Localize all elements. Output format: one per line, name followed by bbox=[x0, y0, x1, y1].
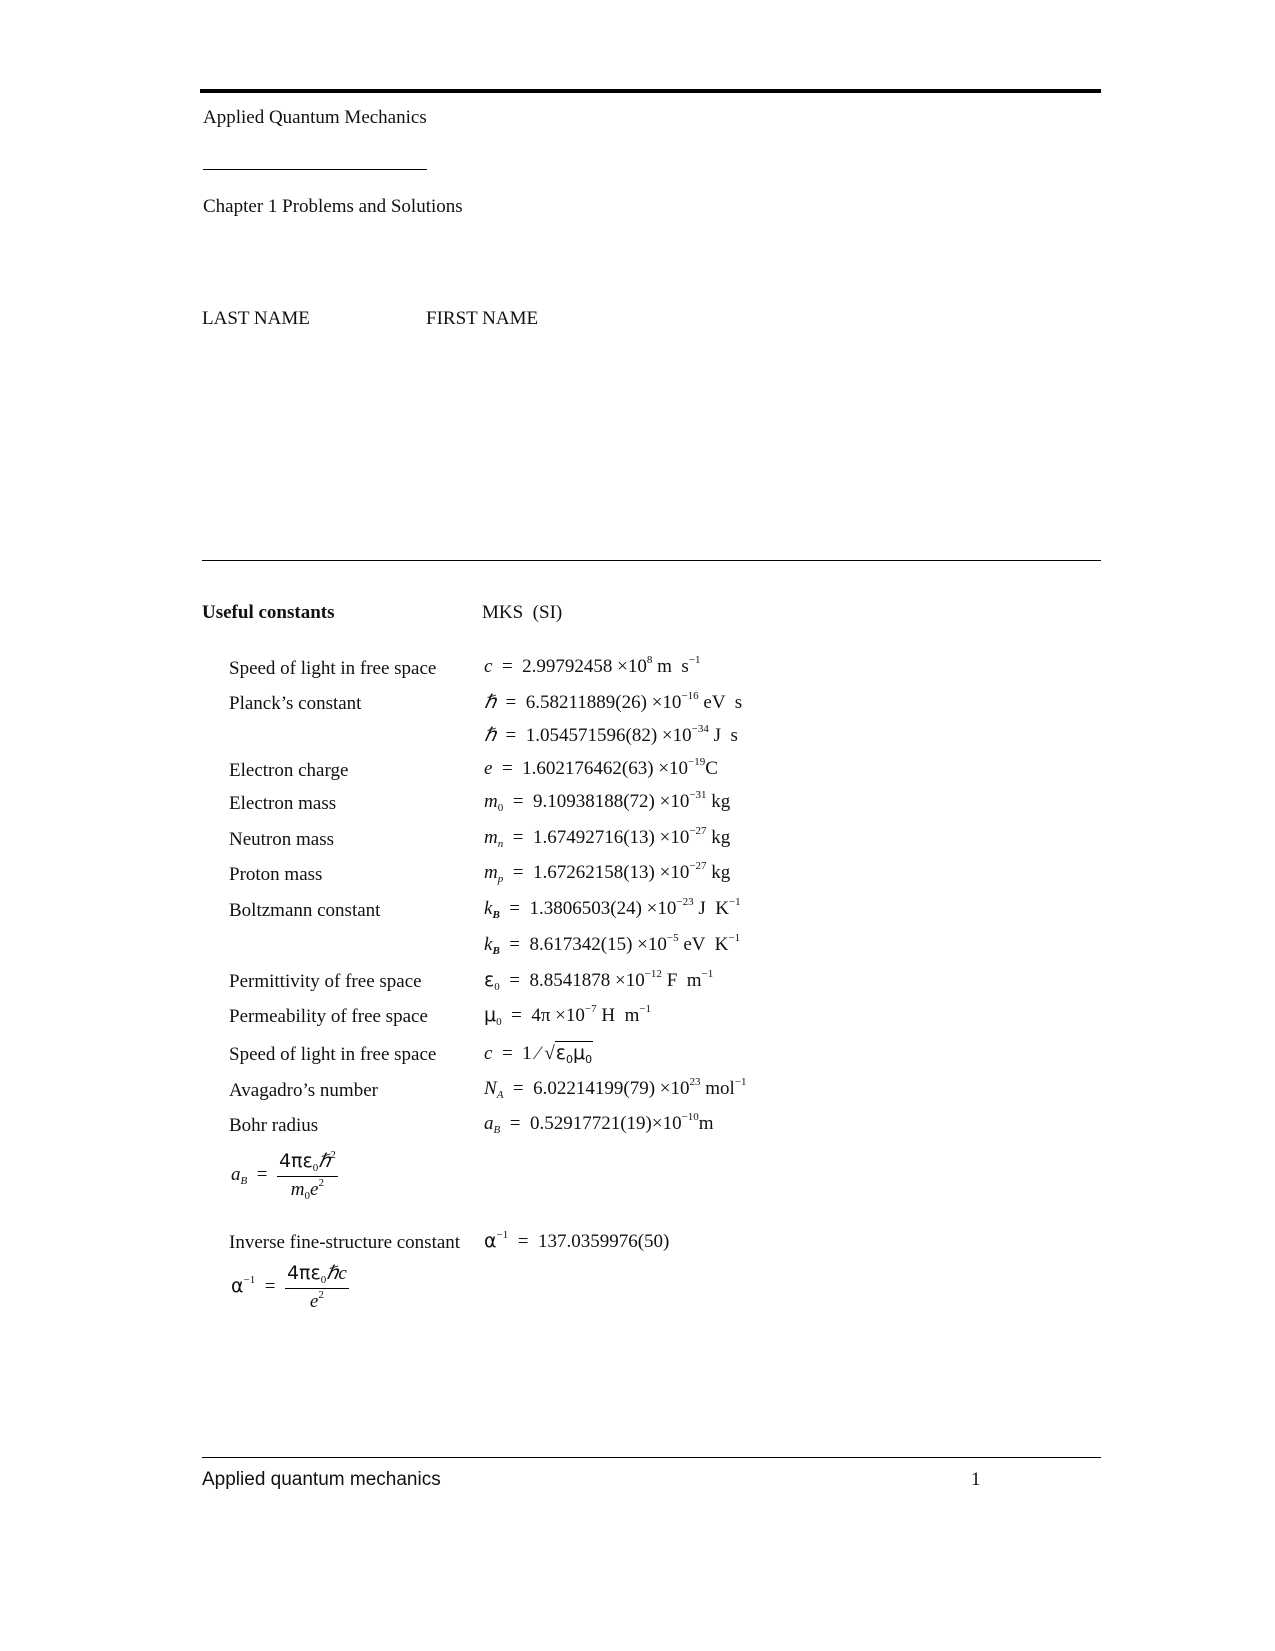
constant-value: 1.602176462(63) bbox=[522, 758, 654, 779]
unit-exponent: −1 bbox=[639, 1003, 652, 1015]
constant-value: 1.67262158(13) bbox=[532, 862, 655, 883]
footer-title: Applied quantum mechanics bbox=[202, 1469, 441, 1490]
constant-label: Avagadro’s number bbox=[229, 1080, 378, 1101]
constant-symbol: N bbox=[484, 1078, 497, 1099]
constant-value: 8.8541878 bbox=[529, 970, 611, 991]
constant-unit: C bbox=[705, 758, 718, 779]
constant-unit: kg bbox=[711, 827, 731, 848]
constant-unit: m bbox=[698, 1113, 714, 1134]
constant-label: Boltzmann constant bbox=[229, 900, 381, 921]
symbol-subscript: n bbox=[497, 838, 504, 850]
constant-symbol: c bbox=[484, 1043, 493, 1064]
bohr-radius-formula: $a_B$ = $\frac{4\pi\varepsilon_0\hbar^2}{m_0e^2}$ bbox=[231, 1149, 336, 1202]
constant-value: 4π bbox=[531, 1005, 551, 1026]
constant-equation: $m_0 = 9.10938188(72) \times 10^{-31}$ kg bbox=[484, 789, 731, 814]
fraction bbox=[285, 1262, 349, 1313]
constant-exponent: −31 bbox=[689, 789, 707, 801]
constant-unit: kg bbox=[711, 791, 731, 812]
constant-equation: $k_B = 8.617342(15) \times 10^{-5}$ eV $K^{-1}$ bbox=[484, 932, 741, 957]
symbol-subscript: 0 bbox=[497, 802, 504, 814]
formula-lhs-exp: −1 bbox=[243, 1273, 256, 1286]
title-underline bbox=[203, 169, 427, 170]
formula-lhs: a bbox=[231, 1163, 241, 1185]
book-title: Applied Quantum Mechanics bbox=[203, 107, 427, 128]
symbol-subscript: B bbox=[493, 1124, 501, 1136]
constant-symbol: α bbox=[484, 1230, 497, 1252]
constant-equation: $N_A = 6.02214199(79) \times 10^{23}$ mol$^{-1}$ bbox=[484, 1076, 747, 1101]
constant-exponent: −7 bbox=[584, 1003, 597, 1015]
symbol-subscript: B bbox=[492, 945, 500, 957]
constant-equation: $m_n = 1.67492716(13) \times 10^{-27}$ kg bbox=[484, 825, 731, 850]
constant-symbol: k bbox=[484, 934, 493, 955]
constant-label: Electron charge bbox=[229, 760, 349, 781]
fraction-denominator: $m_0e^2$ bbox=[290, 1177, 324, 1202]
constant-value: 1.054571596(82) bbox=[525, 725, 658, 746]
chapter-title: Chapter 1 Problems and Solutions bbox=[203, 196, 463, 217]
constant-exponent: 23 bbox=[689, 1076, 701, 1088]
constant-equation: c = 1 ⁄ $√\varepsilon_0\mu_0$ bbox=[484, 1042, 593, 1066]
constant-label: Bohr radius bbox=[229, 1115, 319, 1136]
symbol-exponent: −1 bbox=[496, 1229, 509, 1241]
constant-exponent: −27 bbox=[689, 860, 707, 872]
constant-symbol: ℏ bbox=[484, 725, 497, 746]
constant-symbol: ℏ bbox=[484, 692, 497, 713]
symbol-subscript: A bbox=[496, 1089, 504, 1101]
constant-value-expression: 1 ⁄ $√\varepsilon_0\mu_0$ bbox=[522, 1042, 593, 1066]
constant-equation: $k_B = 1.3806503(24) \times 10^{-23}$ J $K^{-1}$ bbox=[484, 896, 741, 921]
constant-unit: m s bbox=[657, 656, 689, 677]
constant-value: 137.0359976(50) bbox=[537, 1231, 670, 1252]
fraction-numerator: $4\pi\varepsilon_0\hbar c$ bbox=[285, 1262, 349, 1289]
constant-symbol: μ bbox=[484, 1004, 497, 1026]
constant-exponent: −5 bbox=[666, 932, 679, 944]
constant-value: 9.10938188(72) bbox=[532, 791, 655, 812]
constant-equation: $c = 2.99792458 \times 10^8$ m $s^{-1}$ bbox=[484, 654, 701, 677]
constant-equation: $\varepsilon_0 = 8.8541878 \times 10^{-12}$ F $m^{-1}$ bbox=[484, 968, 714, 993]
unit-exponent: −1 bbox=[728, 932, 741, 944]
constant-unit: eV K bbox=[683, 934, 729, 955]
fraction bbox=[277, 1150, 338, 1201]
symbol-subscript: p bbox=[497, 873, 504, 885]
constant-symbol: ε bbox=[484, 969, 495, 991]
constant-label: Permittivity of free space bbox=[229, 971, 422, 992]
constant-label: Speed of light in free space bbox=[229, 658, 437, 679]
constant-label: Speed of light in free space bbox=[229, 1044, 437, 1065]
unit-exponent: −1 bbox=[734, 1076, 747, 1088]
constant-exponent: −19 bbox=[688, 756, 706, 768]
constant-label: Inverse fine-structure constant bbox=[229, 1232, 461, 1253]
unit-exponent: −1 bbox=[701, 968, 714, 980]
symbol-subscript: B bbox=[492, 909, 500, 921]
constant-equation: $e = 1.602176462(63) \times 10^{-19}C$ bbox=[484, 756, 718, 779]
constant-equation: ℏ = $6.58211889(26) \times 10^{-16}$ eV s bbox=[484, 690, 743, 713]
constants-heading: Useful constants bbox=[202, 602, 335, 623]
constant-label: Planck’s constant bbox=[229, 693, 362, 714]
constant-unit: F m bbox=[666, 970, 702, 991]
constant-value: 6.02214199(79) bbox=[533, 1078, 656, 1099]
constant-equation: $a_B = 0.52917721(19)\times 10^{-10}m$ bbox=[484, 1111, 714, 1136]
unit-exponent: −1 bbox=[688, 654, 701, 666]
constant-exponent: −12 bbox=[644, 968, 662, 980]
constant-label: Electron mass bbox=[229, 793, 337, 814]
constant-equation: $m_p = 1.67262158(13) \times 10^{-27}$ kg bbox=[484, 860, 731, 885]
symbol-subscript: 0 bbox=[494, 981, 500, 993]
constant-value: 8.617342(15) bbox=[529, 934, 633, 955]
constant-equation: $\alpha^{-1} = 137.0359976(50)$ bbox=[484, 1229, 670, 1252]
constant-exponent: −10 bbox=[681, 1111, 699, 1123]
unit-exponent: −1 bbox=[728, 896, 741, 908]
constant-exponent: −34 bbox=[691, 723, 709, 735]
fraction-numerator: $4\pi\varepsilon_0\hbar^2$ bbox=[277, 1150, 338, 1177]
constant-unit: J K bbox=[698, 898, 729, 919]
units-heading: MKS (SI) bbox=[482, 602, 563, 623]
constant-symbol: m bbox=[484, 827, 498, 848]
constant-symbol: e bbox=[484, 758, 493, 779]
constant-label: Neutron mass bbox=[229, 829, 335, 850]
page-number: 1 bbox=[971, 1469, 981, 1490]
constant-equation: $\mu_0 = 4\pi \times 10^{-7}$ H $m^{-1}$ bbox=[484, 1003, 652, 1028]
constant-symbol: k bbox=[484, 898, 493, 919]
footer-rule bbox=[202, 1457, 1101, 1458]
last-name-label: LAST NAME bbox=[202, 308, 310, 329]
constant-unit: eV s bbox=[703, 692, 743, 713]
formula-lhs: α bbox=[231, 1274, 244, 1297]
constant-symbol: a bbox=[484, 1113, 494, 1134]
constant-unit: kg bbox=[711, 862, 731, 883]
constant-unit: mol bbox=[705, 1078, 735, 1099]
constant-equation: ℏ = $1.054571596(82) \times 10^{-34}$ J s bbox=[484, 723, 738, 746]
formula-lhs-sub: B bbox=[240, 1174, 248, 1187]
first-name-label: FIRST NAME bbox=[426, 308, 539, 329]
constant-unit: H m bbox=[601, 1005, 640, 1026]
constant-exponent: −27 bbox=[689, 825, 707, 837]
fraction-denominator: $e^2$ bbox=[309, 1289, 324, 1312]
constant-label: Proton mass bbox=[229, 864, 323, 885]
constant-value: 2.99792458 bbox=[522, 656, 613, 677]
constant-value: 1.3806503(24) bbox=[529, 898, 642, 919]
constant-exponent: −23 bbox=[676, 896, 694, 908]
constant-symbol: m bbox=[484, 791, 498, 812]
symbol-subscript: 0 bbox=[496, 1016, 502, 1028]
constant-value: 1.67492716(13) bbox=[532, 827, 655, 848]
constant-value: 6.58211889(26) bbox=[525, 692, 647, 713]
constant-exponent: 8 bbox=[646, 654, 653, 666]
section-rule bbox=[202, 560, 1101, 561]
constant-symbol: c bbox=[484, 656, 493, 677]
constant-label: Permeability of free space bbox=[229, 1006, 428, 1027]
constant-symbol: m bbox=[484, 862, 498, 883]
fine-structure-formula: $\alpha^{-1}$ = $\frac{4\pi\varepsilon_0\hbar c}{e^2}$ bbox=[231, 1262, 347, 1312]
top-rule bbox=[200, 89, 1101, 93]
constant-exponent: −16 bbox=[681, 690, 699, 702]
constant-value: 0.52917721(19) bbox=[529, 1113, 652, 1134]
constant-unit: J s bbox=[713, 725, 738, 746]
